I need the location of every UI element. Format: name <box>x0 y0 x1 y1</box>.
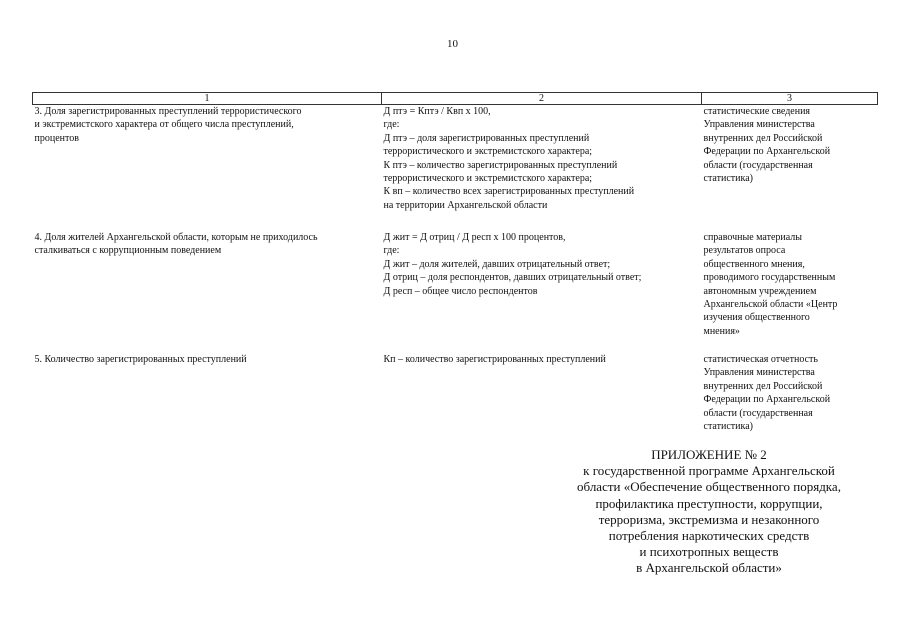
text-line: сталкиваться с коррупционным поведением <box>34 245 222 257</box>
appendix-line: и психотропных веществ <box>639 544 779 560</box>
text-line: Д отриц – доля респондентов, давших отрицательный ответ; <box>383 272 642 284</box>
indicators-table <box>32 92 878 433</box>
table-header-row <box>33 93 878 105</box>
text-line: 3. Доля зарегистрированных преступлений террористического <box>34 106 302 117</box>
column-header: 2 <box>382 93 702 105</box>
text-line: 5. Количество зарегистрированных преступлений <box>34 354 247 365</box>
appendix-line: профилактика преступности, коррупции, <box>595 495 823 511</box>
table-row <box>33 353 878 433</box>
table-row <box>33 105 878 232</box>
text-line: Д птэ = Кптэ / Квп х 100, <box>383 106 491 117</box>
appendix-line: в Архангельской области» <box>636 560 782 576</box>
text-line: процентов <box>34 132 79 144</box>
column-header: 1 <box>33 93 382 105</box>
text-line: Д респ – общее число респондентов <box>383 285 538 297</box>
page-number: 10 <box>447 38 458 50</box>
text-line: где: <box>383 119 400 131</box>
text-line: статистическая отчетность <box>703 354 818 365</box>
text-line: 4. Доля жителей Архангельской области, которым не приходилось <box>34 232 318 243</box>
text-line: Федерации по Архангельской <box>703 146 831 158</box>
text-line: Кп – количество зарегистрированных преступлений <box>383 354 606 365</box>
text-line: Управления министерства <box>703 119 815 131</box>
source-cell <box>702 231 878 353</box>
appendix-line: области «Обеспечение общественного порядка, <box>577 479 841 495</box>
text-line: Федерации по Архангельской <box>703 394 831 406</box>
text-line: на территории Архангельской области <box>383 199 548 211</box>
appendix-line: потребления наркотических средств <box>608 528 810 544</box>
text-line: статистические сведения <box>703 106 811 117</box>
appendix-line: к государственной программе Архангельской <box>583 463 835 479</box>
text-line: автономным учреждением <box>703 285 817 297</box>
text-line: Архангельской области «Центр <box>703 299 838 311</box>
text-line: Управления министерства <box>703 367 815 379</box>
text-line: террористического и экстремистского характера; <box>383 146 593 158</box>
indicator-cell <box>33 231 382 353</box>
formula-cell <box>382 105 702 232</box>
text-line: статистика) <box>703 173 753 185</box>
column-header: 3 <box>702 93 878 105</box>
text-line: где: <box>383 245 400 257</box>
formula-cell <box>382 231 702 353</box>
text-line: внутренних дел Российской <box>703 380 823 392</box>
text-line: области (государственная <box>703 407 813 419</box>
appendix-line: терроризма, экстремизма и незаконного <box>598 511 820 527</box>
text-line: Д жит = Д отриц / Д респ х 100 процентов, <box>383 232 566 243</box>
source-cell <box>702 105 878 232</box>
text-line: общественного мнения, <box>703 258 805 270</box>
appendix-title: ПРИЛОЖЕНИЕ № 2 <box>651 447 767 462</box>
text-line: Д жит – доля жителей, давших отрицательный ответ; <box>383 258 611 270</box>
text-line: К вп – количество всех зарегистрированных преступлений <box>383 186 635 198</box>
text-line: террористического и экстремистского характера; <box>383 173 593 185</box>
text-line: статистика) <box>703 421 753 433</box>
text-line: области (государственная <box>703 159 813 171</box>
text-line: внутренних дел Российской <box>703 132 823 144</box>
text-line: изучения общественного <box>703 312 810 324</box>
appendix-heading-block <box>540 447 878 577</box>
formula-cell <box>382 353 702 433</box>
text-line: проводимого государственным <box>703 272 836 284</box>
indicator-cell <box>33 353 382 433</box>
table-row <box>33 231 878 353</box>
text-line: мнения» <box>703 325 740 337</box>
text-line: Д птэ – доля зарегистрированных преступлений <box>383 132 590 144</box>
text-line: К птэ – количество зарегистрированных преступлений <box>383 159 618 171</box>
indicator-cell <box>33 105 382 232</box>
text-line: справочные материалы <box>703 232 802 243</box>
text-line: результатов опроса <box>703 245 786 257</box>
source-cell <box>702 353 878 433</box>
text-line: и экстремистского характера от общего числа преступлений, <box>34 119 294 131</box>
